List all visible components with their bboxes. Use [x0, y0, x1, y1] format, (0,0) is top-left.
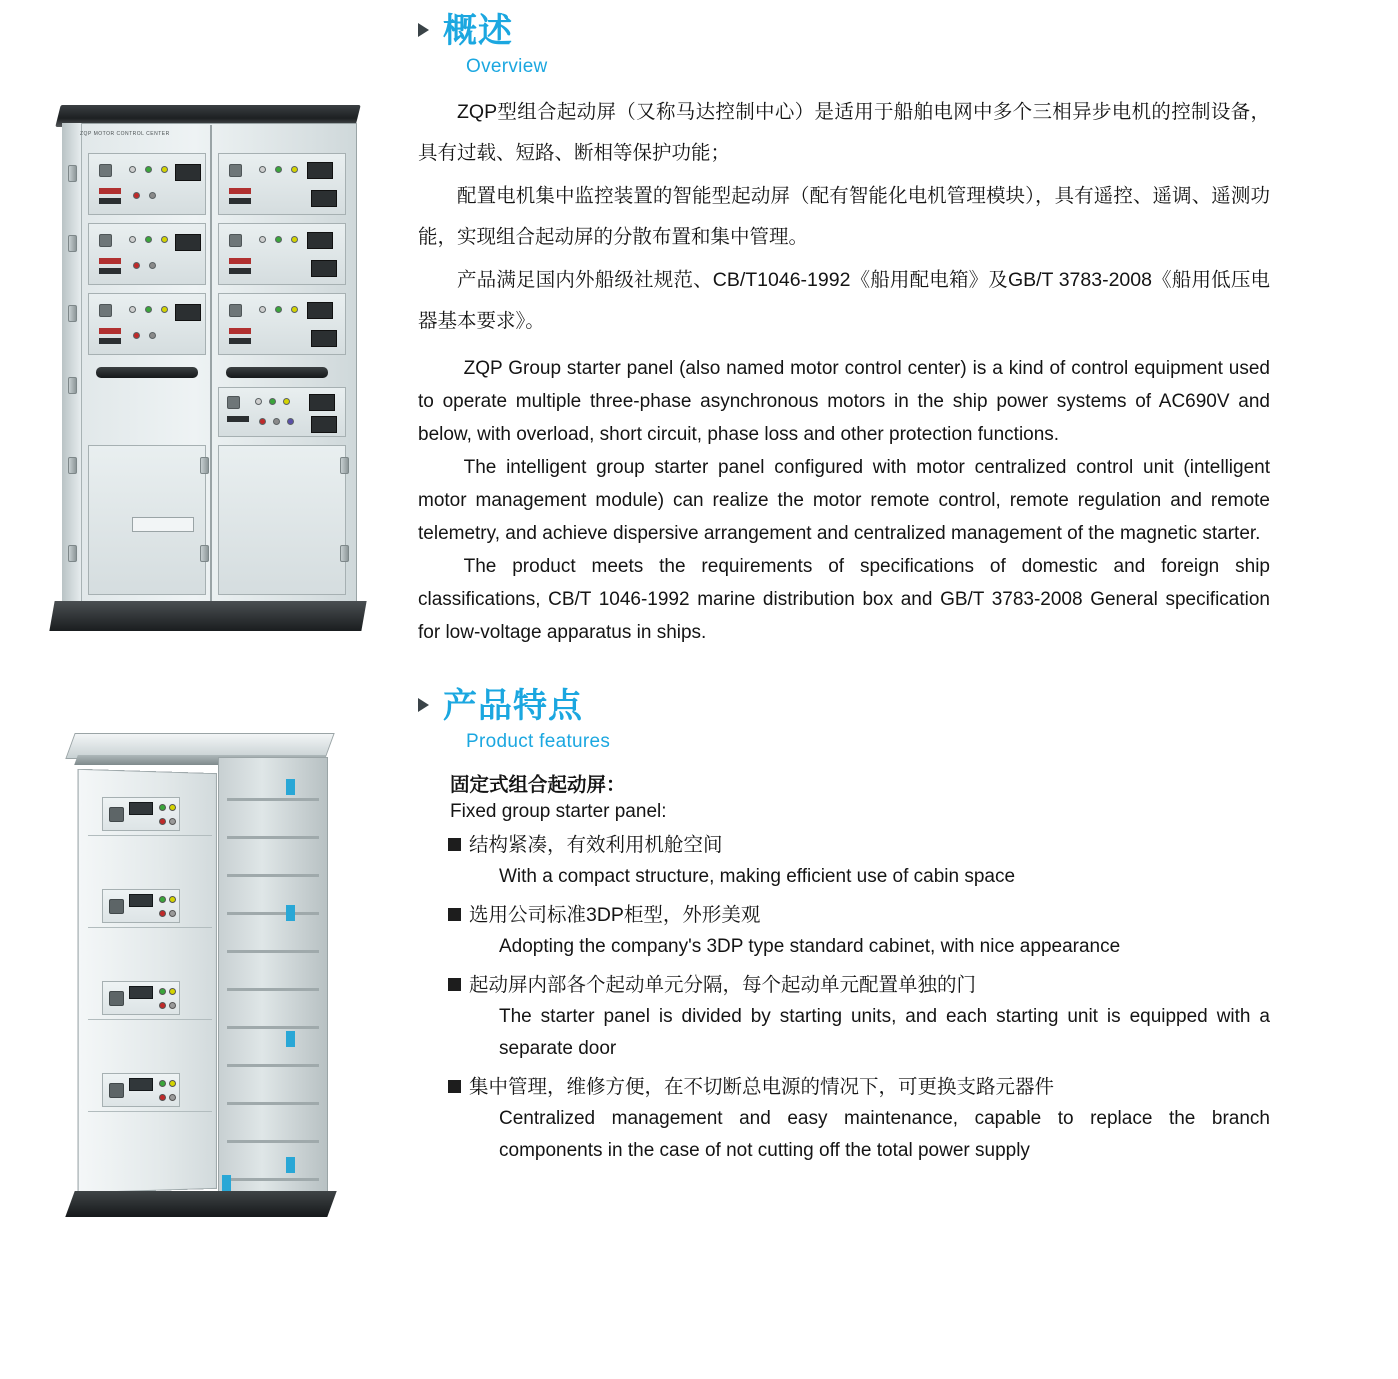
equipment-nameplate [132, 517, 194, 532]
starter-unit-panel [102, 889, 180, 923]
feature-text-cn: 结构紧凑，有效利用机舱空间 [469, 834, 723, 856]
door-hinge [68, 545, 77, 562]
features-heading-cn: 产品特点 [443, 687, 583, 725]
feature-text-cn: 集中管理，维修方便，在不切断总电源的情况下，可更换支路元器件 [469, 1076, 1055, 1098]
square-bullet-icon [448, 978, 461, 991]
door-hinge [340, 545, 349, 562]
starter-unit-cell [88, 223, 206, 285]
features-subtitle-cn: 固定式组合起动屏： [450, 774, 626, 796]
features-heading-en: Product features [466, 731, 611, 752]
door-handle [226, 367, 328, 378]
door-handle [96, 367, 198, 378]
starter-unit-panel [102, 797, 180, 831]
cabinet-side-panel [218, 757, 328, 1205]
starter-unit-cell [88, 293, 206, 355]
starter-unit-panel [102, 1073, 180, 1107]
cabinet-latch [286, 779, 295, 795]
cabinet-latch [286, 1157, 295, 1173]
triangle-bullet-icon [418, 23, 429, 37]
starter-unit-cell [218, 153, 346, 215]
product-photo-perspective-view [40, 715, 370, 1245]
cabinet-plinth [49, 601, 366, 631]
door-hinge [68, 165, 77, 182]
door-hinge [68, 305, 77, 322]
list-item [418, 829, 1270, 861]
cabinet-latch [286, 1031, 295, 1047]
image-column [0, 0, 400, 1379]
starter-unit-cell [88, 153, 206, 215]
square-bullet-icon [448, 908, 461, 921]
door-hinge [200, 457, 209, 474]
overview-paragraph-cn: ZQP型组合起动屏（又称马达控制中心）是适用于船舶电网中多个三相异步电机的控制设备，具有过载、短路、断相等保护功能； [418, 101, 1270, 164]
cabinet-latch [222, 1175, 231, 1191]
feature-text-en: With a compact structure, making efficient use of cabin space [499, 866, 1016, 887]
door-hinge [68, 377, 77, 394]
cabinet-left-edge [62, 123, 82, 603]
overview-section-heading [418, 14, 1270, 48]
door-hinge [200, 545, 209, 562]
features-subtitle-en: Fixed group starter panel: [450, 801, 667, 822]
feature-text-en: Adopting the company's 3DP type standard cabinet, with nice appearance [499, 936, 1121, 957]
overview-paragraph-cn: 配置电机集中监控装置的智能型起动屏（配有智能化电机管理模块），具有遥控、遥调、遥测功能，实现组合起动屏的分散布置和集中管理。 [418, 185, 1270, 248]
starter-unit-cell [218, 293, 346, 355]
overview-heading-en: Overview [466, 56, 548, 77]
feature-text-en: The starter panel is divided by starting units, and each starting unit is equipped with a separate door [499, 1006, 1270, 1059]
cabinet-section-divider [210, 125, 212, 601]
door-hinge [68, 457, 77, 474]
feature-text-cn: 选用公司标准3DP柜型，外形美观 [469, 904, 761, 926]
features-list [418, 829, 1270, 1167]
overview-paragraph-cn: 产品满足国内外船级社规范、CB/T1046-1992《船用配电箱》及GB/T 3783-2008《船用低压电器基本要求》。 [418, 269, 1270, 332]
starter-unit-panel [102, 981, 180, 1015]
overview-paragraph-en: The product meets the requirements of specifications of domestic and foreign ship classifications, CB/T 1046-1992 marine distribution box and GB/T 3783-2008 General specification for low-voltage apparatus in ships. [418, 556, 1270, 643]
control-unit-cell [218, 387, 346, 437]
overview-heading-cn: 概述 [443, 12, 513, 50]
square-bullet-icon [448, 1080, 461, 1093]
cabinet-top-label: ZQP MOTOR CONTROL CENTER [80, 131, 170, 137]
door-hinge [68, 235, 77, 252]
features-section-heading [418, 689, 1270, 723]
feature-text-cn: 起动屏内部各个起动单元分隔，每个起动单元配置单独的门 [469, 974, 977, 996]
feature-text-en: Centralized management and easy maintenance, capable to replace the branch components in the case of not cutting off the total power supply [499, 1108, 1270, 1161]
product-photo-front-view [40, 105, 370, 645]
cabinet-plinth [65, 1191, 336, 1217]
cabinet-latch [286, 905, 295, 921]
overview-paragraph-en: The intelligent group starter panel configured with motor centralized control unit (intelligent motor management module) can realize the motor remote control, remote regulation and remote telemetry, and achieve dispersive arrangement and centralized management of the magnetic starter. [418, 457, 1270, 544]
list-item [418, 899, 1270, 931]
door-hinge [340, 457, 349, 474]
lower-door-panel [218, 445, 346, 595]
triangle-bullet-icon [418, 698, 429, 712]
overview-body [418, 92, 1270, 649]
list-item [418, 969, 1270, 1001]
overview-paragraph-en: ZQP Group starter panel (also named motor control center) is a kind of control equipment used to operate multiple three-phase asynchronous motors in the ship power systems of AC690V and below, with overload, short circuit, phase loss and other protection functions. [418, 358, 1270, 445]
square-bullet-icon [448, 838, 461, 851]
list-item [418, 1071, 1270, 1103]
content-column [400, 0, 1398, 1379]
starter-unit-cell [218, 223, 346, 285]
